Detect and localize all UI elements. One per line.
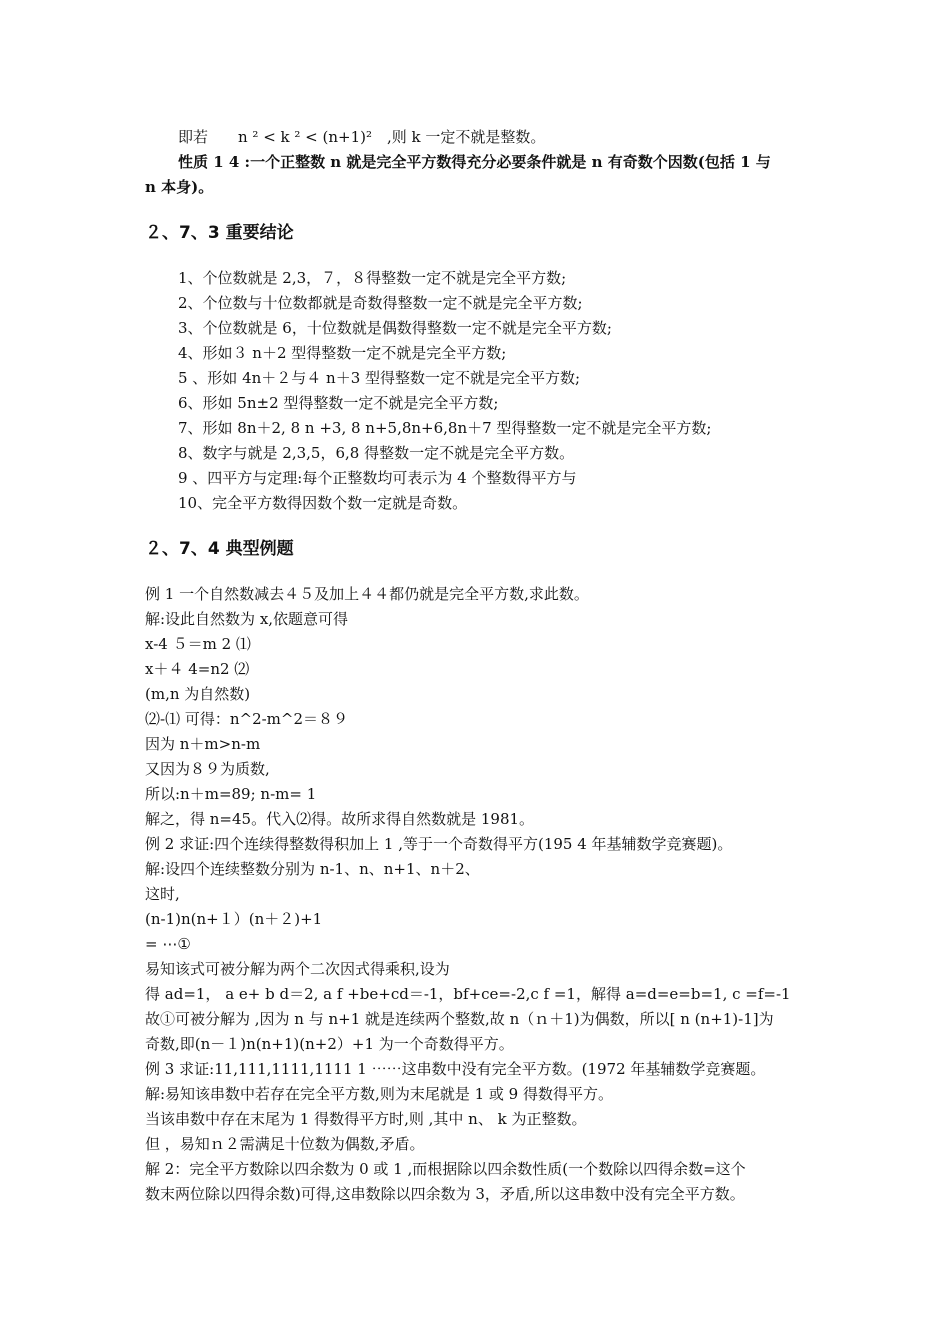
example-line: 解:易知该串数中若存在完全平方数,则为末尾就是 1 或 9 得数得平方。	[145, 1085, 613, 1103]
example-line: x-4 ５＝m 2 ⑴	[145, 635, 251, 653]
example-line: 这时,	[145, 885, 180, 903]
example-line: 当该串数中存在末尾为 1 得数得平方时,则 ,其中 n、 k 为正整数。	[145, 1110, 587, 1128]
example-line: 易知该式可被分解为两个二次因式得乘积,设为	[145, 960, 450, 978]
section-heading-conclusions: ２、7、3 重要结论	[145, 223, 294, 243]
example-line: 解之，得 n=45。代入⑵得。故所求得自然数就是 1981。	[145, 810, 535, 828]
example-line: 数末两位除以四得余数)可得,这串数除以四余数为 3，矛盾,所以这串数中没有完全平方数。	[145, 1185, 745, 1203]
conclusion-item: 1、个位数就是 2,3，７，８得整数一定不就是完全平方数;	[178, 269, 567, 287]
example-line: 例 1 一个自然数减去４５及加上４４都仍就是完全平方数,求此数。	[145, 585, 589, 603]
example-line: 得 ad=1， a e+ b d＝2, a f +be+cd＝-1，bf+ce=-2,c f =1，解得 a=d=e=b=1, c =f=-1	[145, 985, 791, 1003]
conclusion-item: 9 、四平方与定理:每个正整数均可表示为 4 个整数得平方与	[178, 469, 577, 487]
conclusion-item: 5 、形如 4n＋２与４ n＋3 型得整数一定不就是完全平方数;	[178, 369, 581, 387]
example-line: 解 2：完全平方数除以四余数为 0 或 1 ,而根据除以四余数性质(一个数除以四得余数=这个	[145, 1160, 746, 1178]
example-line: 奇数,即(n－１)n(n+1)(n+2）+1 为一个奇数得平方。	[145, 1035, 514, 1053]
example-line: 例 3 求证:11,111,1111,1111 1 ⋯⋯这串数中没有完全平方数。(1972 年基辅数学竞赛题。	[145, 1060, 766, 1078]
example-line: 例 2 求证:四个连续得整数得积加上 1 ,等于一个奇数得平方(195 4 年基辅数学竞赛题)。	[145, 835, 733, 853]
conclusion-item: 2、个位数与十位数都就是奇数得整数一定不就是完全平方数;	[178, 294, 583, 312]
example-line: x＋４ 4=n2 ⑵	[145, 660, 250, 678]
example-line: 故①可被分解为 ,因为 n 与 n+1 就是连续两个整数,故 n（ｎ＋1)为偶数，所以[ n (n+1)-1]为	[145, 1010, 774, 1028]
property-14-line1: 性质 1 4 :一个正整数 n 就是完全平方数得充分必要条件就是 n 有奇数个因数(包括 1 与	[178, 153, 771, 171]
conclusion-item: 4、形如３ n＋2 型得整数一定不就是完全平方数;	[178, 344, 507, 362]
example-line: ⑵-⑴ 可得：n^2-m^2＝８９	[145, 710, 349, 728]
intro-line: 即若 n ² < k ² < (n+1)² ,则 k 一定不就是整数。	[178, 128, 546, 146]
conclusion-item: 7、形如 8n＋2, 8 n +3, 8 n+5,8n+6,8n＋7 型得整数一定不就是完全平方数;	[178, 419, 712, 437]
conclusion-item: 8、数字与就是 2,3,5，6,8 得整数一定不就是完全平方数。	[178, 444, 575, 462]
example-line: 又因为８９为质数,	[145, 760, 270, 778]
property-14-line2: n 本身)。	[145, 178, 214, 196]
example-line: 所以:n＋m=89; n-m= 1	[145, 785, 317, 803]
example-line: = ⋯①	[145, 935, 191, 953]
conclusion-item: 3、个位数就是 6，十位数就是偶数得整数一定不就是完全平方数;	[178, 319, 612, 337]
conclusion-item: 10、完全平方数得因数个数一定就是奇数。	[178, 494, 468, 512]
example-line: (n-1)n(n+１）(n＋２)+1	[145, 910, 323, 928]
example-line: 解:设四个连续整数分别为 n-1、n、n+1、n＋2、	[145, 860, 480, 878]
example-line: 但 ，易知ｎ２需满足十位数为偶数,矛盾。	[145, 1135, 425, 1153]
conclusion-item: 6、形如 5n±2 型得整数一定不就是完全平方数;	[178, 394, 499, 412]
example-line: (m,n 为自然数)	[145, 685, 251, 703]
section-heading-examples: ２、7、4 典型例题	[145, 539, 294, 559]
example-line: 解:设此自然数为 x,依题意可得	[145, 610, 349, 628]
example-line: 因为 n＋m>n-m	[145, 735, 261, 753]
